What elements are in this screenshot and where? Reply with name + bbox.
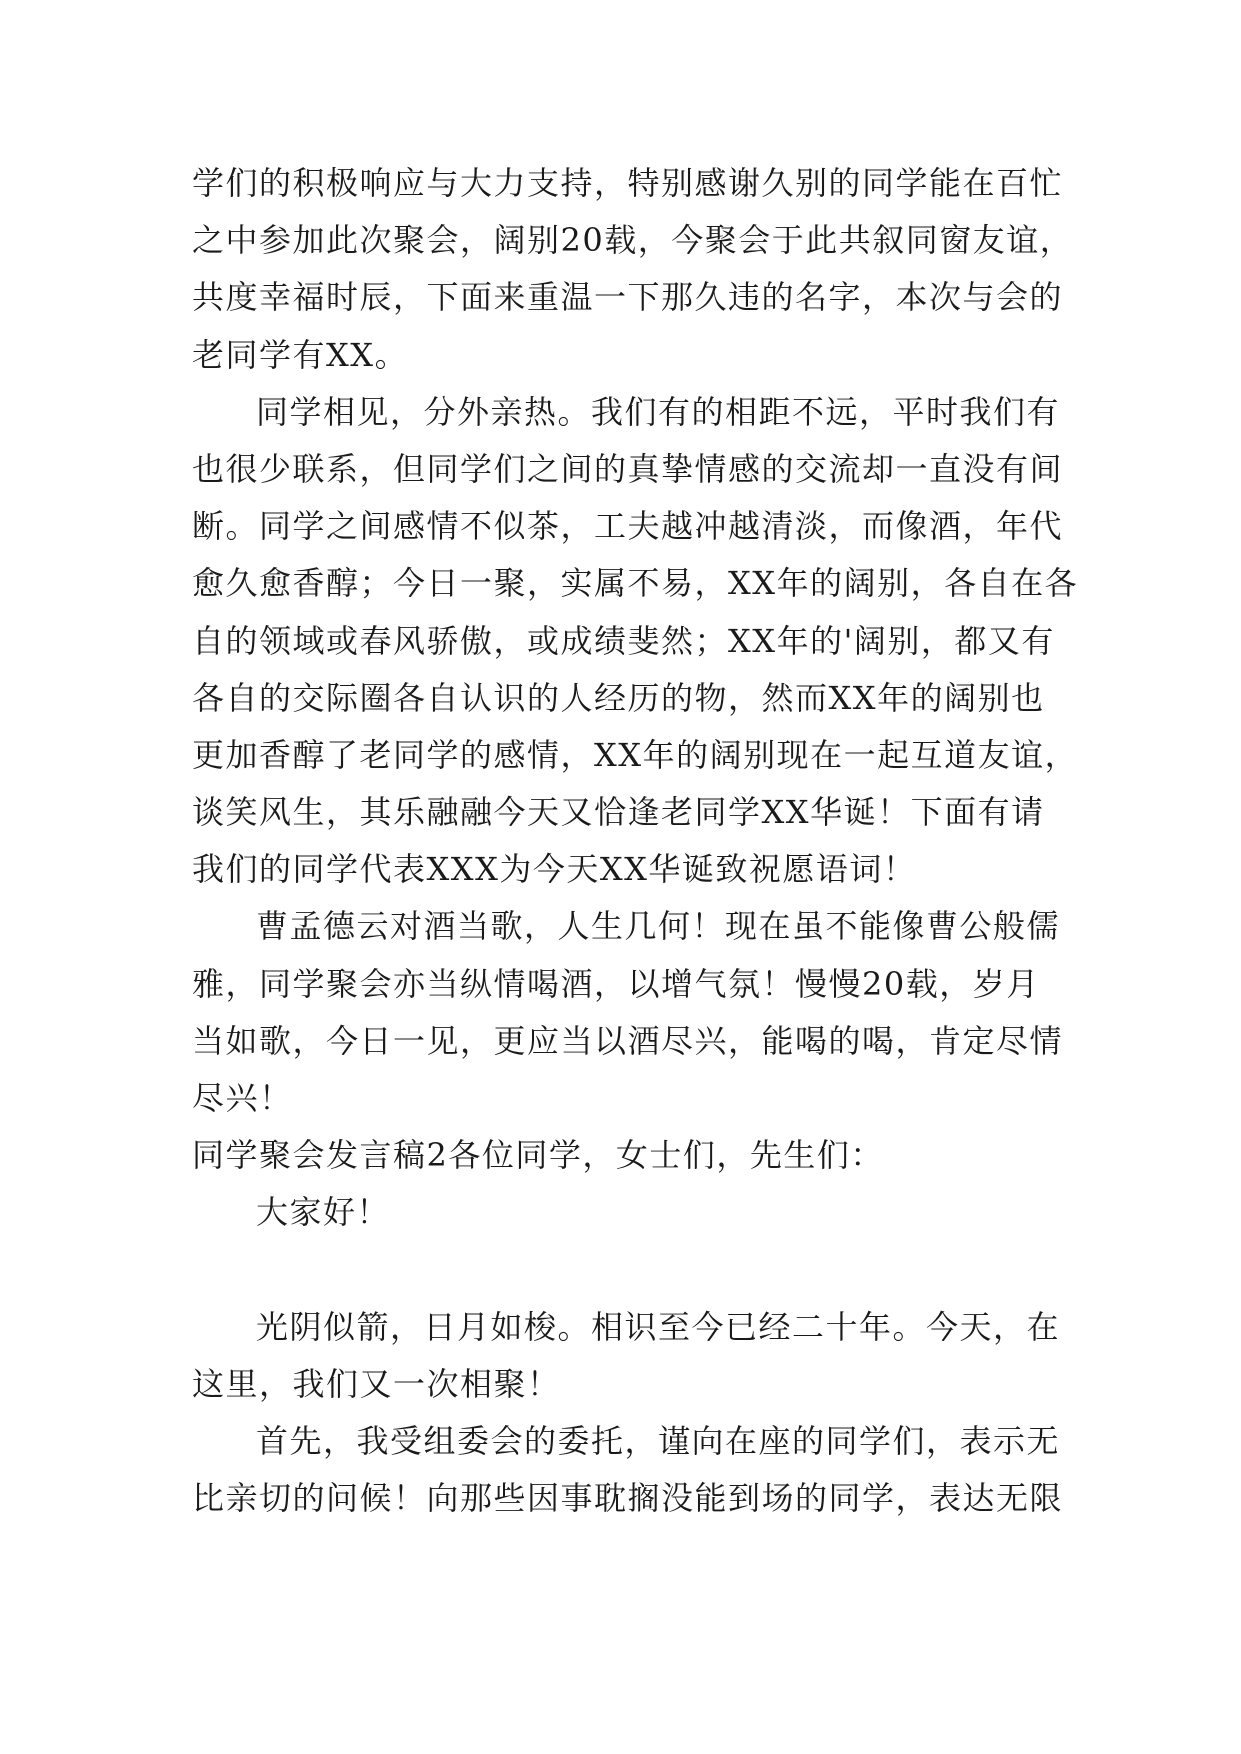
blank-line <box>192 1242 1062 1299</box>
section-heading-line: 同学聚会发言稿2各位同学，女士们，先生们： <box>192 1136 884 1175</box>
text-line: 这里，我们又一次相聚！ <box>192 1364 561 1403</box>
text-line: 也很少联系，但同学们之间的真挚情感的交流却一直没有间 <box>192 449 1064 488</box>
text-line: 自的领域或春风骄傲，或成绩斐然；XX年的'阔别，都又有 <box>192 621 1055 660</box>
text-line: 老同学有XX。 <box>192 335 409 374</box>
text-line: 我们的同学代表XXX为今天XX华诞致祝愿语词！ <box>192 850 917 889</box>
text-line: 当如歌，今日一见，更应当以酒尽兴，能喝的喝，肯定尽情 <box>192 1021 1064 1060</box>
text-line: 愈久愈香醇；今日一聚，实属不易，XX年的阔别，各自在各 <box>192 564 1079 603</box>
text-line: 之中参加此次聚会，阔别20载，今聚会于此共叙同窗友谊， <box>192 221 1074 260</box>
document-body <box>192 155 1079 1528</box>
paragraph-start-line: 曹孟德云对酒当歌，人生几何！现在虽不能像曹公般儒 <box>256 907 1061 946</box>
text-line: 学们的积极响应与大力支持，特别感谢久别的同学能在百忙 <box>192 164 1064 202</box>
greeting-line: 大家好！ <box>256 1193 391 1232</box>
paragraph-start-line: 同学相见，分外亲热。我们有的相距不远，平时我们有 <box>256 392 1061 431</box>
text-line: 更加香醇了老同学的感情，XX年的阔别现在一起互道友谊， <box>192 735 1079 774</box>
text-line: 比亲切的问候！向那些因事耽搁没能到场的同学，表达无限 <box>192 1479 1064 1518</box>
paragraph-start-line: 光阴似箭，日月如梭。相识至今已经二十年。今天，在 <box>256 1307 1061 1346</box>
text-line: 尽兴！ <box>192 1079 293 1117</box>
text-line: 雅，同学聚会亦当纵情喝酒，以增气氛！慢慢20载，岁月 <box>192 964 1040 1003</box>
text-line: 共度幸福时辰，下面来重温一下那久违的名字，本次与会的 <box>192 278 1064 317</box>
paragraph-start-line: 首先，我受组委会的委托，谨向在座的同学们，表示无 <box>256 1422 1061 1461</box>
text-line: 谈笑风生，其乐融融今天又恰逢老同学XX华诞！下面有请 <box>192 793 1045 832</box>
text-line: 各自的交际圈各自认识的人经历的物，然而XX年的阔别也 <box>192 678 1045 717</box>
text-line: 断。同学之间感情不似茶，工夫越冲越清淡，而像酒，年代 <box>192 507 1064 546</box>
